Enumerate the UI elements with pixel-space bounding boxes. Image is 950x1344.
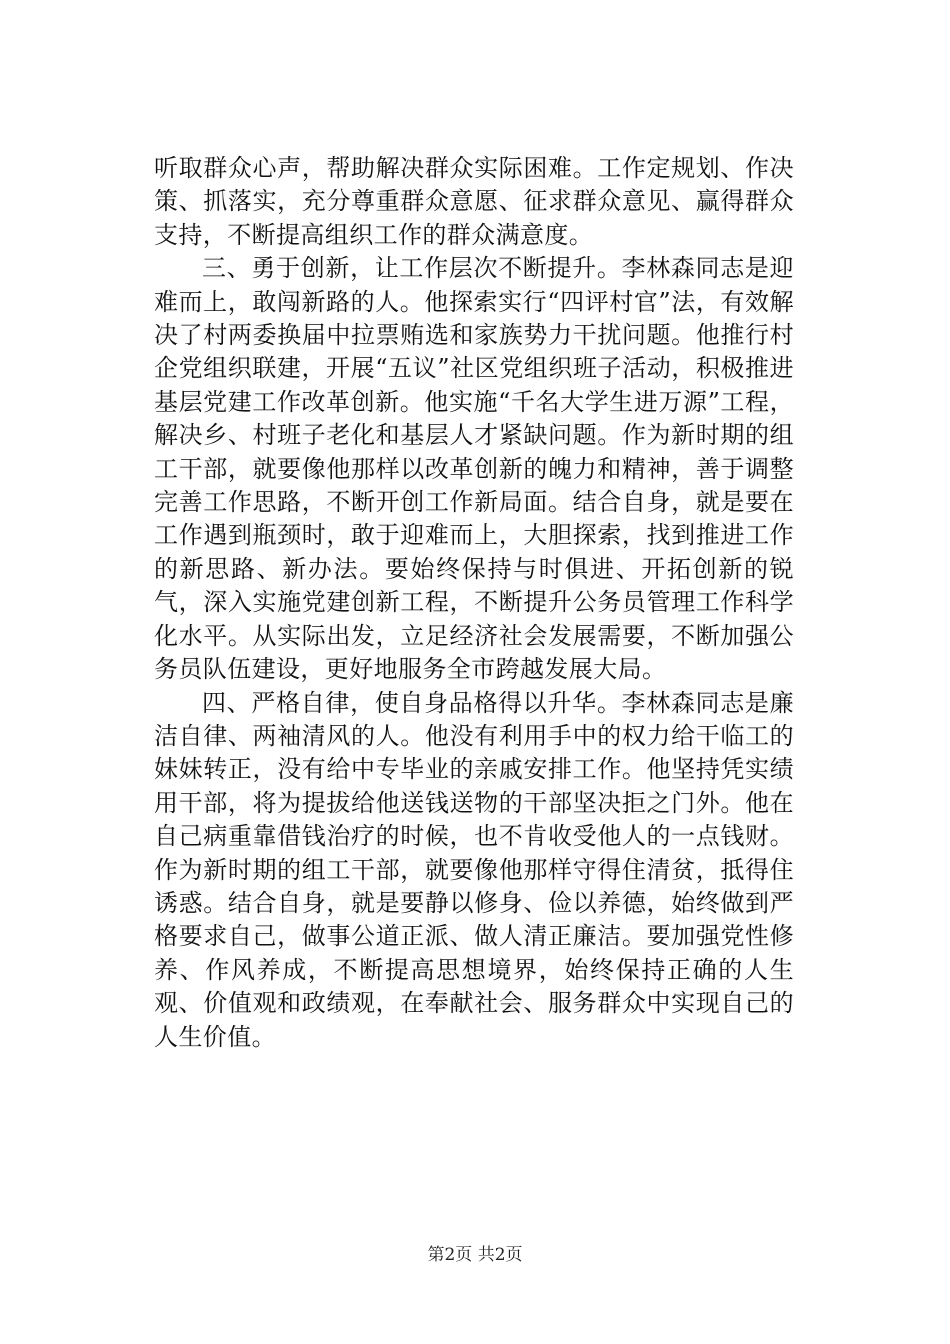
paragraph-continuation: 听取群众心声，帮助解决群众实际困难。工作定规划、作决策、抓落实，充分尊重群众意愿、征求群众意见、赢得群众支持，不断提高组织工作的群众满意度。 <box>154 154 794 249</box>
paragraph-innovation: 三、勇于创新，让工作层次不断提升。李林森同志是迎难而上，敢闯新路的人。他探索实行“四评村官”法，有效解决了村两委换届中拉票贿选和家族势力干扰问题。他推行村企党组织联建，开展“五议”社区党组织班子活动，积极推进基层党建工作改革创新。他实施“千名大学生进万源”工程，解决乡、村班子老化和基层人才紧缺问题。作为新时期的组工干部，就要像他那样以改革创新的魄力和精神，善于调整完善工作思路，不断开创工作新局面。结合自身，就是要在工作遇到瓶颈时，敢于迎难而上，大胆探索，找到推进工作的新思路、新办法。要始终保持与时俱进、开拓创新的锐气，深入实施党建创新工程，不断提升公务员管理工作科学化水平。从实际出发，立足经济社会发展需要，不断加强公务员队伍建设，更好地服务全市跨越发展大局。 <box>154 254 794 684</box>
paragraph-self-discipline: 四、严格自律，使自身品格得以升华。李林森同志是廉洁自律、两袖清风的人。他没有利用手中的权力给干临工的妹妹转正，没有给中专毕业的亲戚安排工作。他坚持凭实绩用干部，将为提拔给他送钱送物的干部坚决拒之门外。他在自己病重靠借钱治疗的时候，也不肯收受他人的一点钱财。作为新时期的组工干部，就要像他那样守得住清贫，抵得住诱惑。结合自身，就是要静以修身、俭以养德，始终做到严格要求自己，做事公道正派、做人清正廉洁。要加强党性修养、作风养成，不断提高思想境界，始终保持正确的人生观、价值观和政绩观，在奉献社会、服务群众中实现自己的人生价值。 <box>154 688 794 1051</box>
page-footer: 第2页 共2页 <box>427 1245 523 1265</box>
document-body <box>154 152 794 1054</box>
